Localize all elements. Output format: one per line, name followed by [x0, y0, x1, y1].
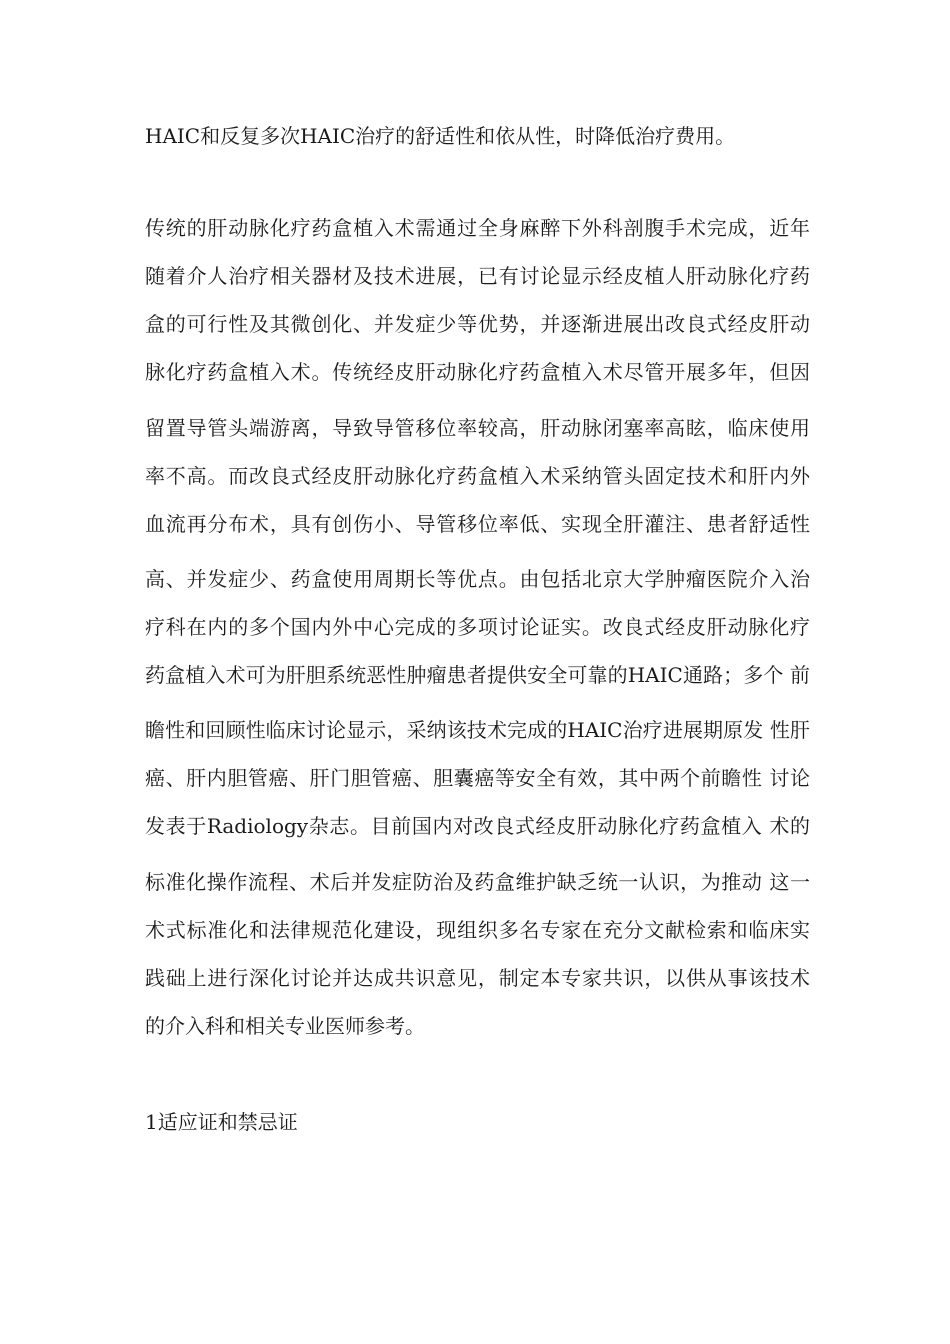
paragraph-line: 瞻性和回顾性临床讨论显示，采纳该技术完成的HAIC治疗进展期原发 性肝: [145, 718, 810, 742]
paragraph-line: 术式标准化和法律规范化建设，现组织多名专家在充分文献检索和临床实: [145, 918, 810, 942]
paragraph-line: 标准化操作流程、术后并发症防治及药盒维护缺乏统一认识，为推动 这一: [145, 870, 810, 894]
paragraph-line: 高、并发症少、药盒使用周期长等优点。由包括北京大学肿瘤医院介入治: [145, 567, 810, 591]
paragraph-line: 血流再分布术，具有创伤小、导管移位率低、实现全肝灌注、患者舒适性: [145, 512, 810, 536]
paragraph-line: 脉化疗药盒植入术。传统经皮肝动脉化疗药盒植入术尽管开展多年，但因: [145, 360, 810, 384]
paragraph-line: 发表于Radiology杂志。目前国内对改良式经皮肝动脉化疗药盒植入 术的: [145, 814, 810, 838]
paragraph-line: 疗科在内的多个国内外中心完成的多项讨论证实。改良式经皮肝动脉化疗: [145, 615, 810, 639]
paragraph-line: 药盒植入术可为肝胆系统恶性肿瘤患者提供安全可靠的HAIC通路；多个 前: [145, 663, 810, 687]
paragraph-line: 盒的可行性及其微创化、并发症少等优势，并逐渐进展出改良式经皮肝动: [145, 312, 810, 336]
paragraph-intro-line: HAIC和反复多次HAIC治疗的舒适性和依从性，时降低治疗费用。: [145, 124, 736, 148]
paragraph-last-line: 的介入科和相关专业医师参考。: [145, 1014, 425, 1038]
paragraph-line: 随着介人治疗相关器材及技术进展，已有讨论显示经皮植人肝动脉化疗药: [145, 264, 810, 288]
paragraph-line: 留置导管头端游离，导致导管移位率较高，肝动脉闭塞率高眩，临床使用: [145, 416, 810, 440]
section-heading: 1适应证和禁忌证: [145, 1110, 298, 1134]
paragraph-line: 癌、肝内胆管癌、肝门胆管癌、胆囊癌等安全有效，其中两个前瞻性 讨论: [145, 766, 810, 790]
paragraph-line: 传统的肝动脉化疗药盒植入术需通过全身麻醉下外科剖腹手术完成，近年: [145, 216, 810, 240]
paragraph-line: 率不高。而改良式经皮肝动脉化疗药盒植入术采纳管头固定技术和肝内外: [145, 464, 810, 488]
paragraph-line: 践础上进行深化讨论并达成共识意见，制定本专家共识，以供从事该技术: [145, 966, 810, 990]
